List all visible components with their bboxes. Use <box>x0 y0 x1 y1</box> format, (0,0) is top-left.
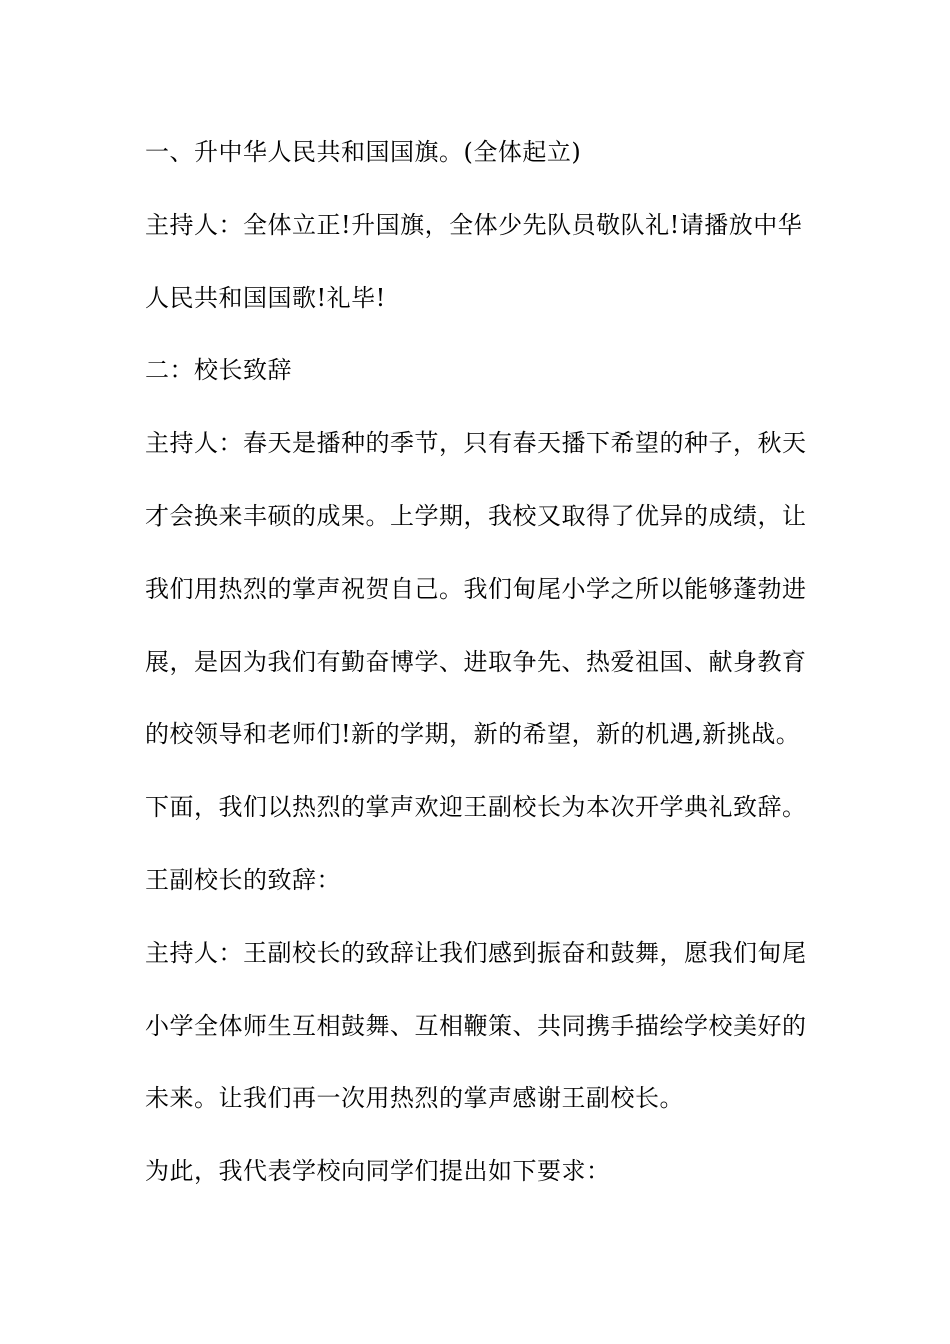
text-line: 展，是因为我们有勤奋博学、进取争先、热爱祖国、献身教育 <box>145 647 807 676</box>
text-line: 我们用热烈的掌声祝贺自己。我们甸尾小学之所以能够蓬勃进 <box>145 574 807 603</box>
text-line: 才会换来丰硕的成果。上学期，我校又取得了优异的成绩，让 <box>145 501 807 530</box>
text-line: 王副校长的致辞： <box>145 865 341 894</box>
text-line: 小学全体师生互相鼓舞、互相鞭策、共同携手描绘学校美好的 <box>145 1011 807 1040</box>
text-line: 主持人：春天是播种的季节，只有春天播下希望的种子，秋天 <box>145 429 807 458</box>
text-line: 主持人：全体立正!升国旗，全体少先队员敬队礼!请播放中华 <box>145 210 803 239</box>
text-line: 主持人：王副校长的致辞让我们感到振奋和鼓舞，愿我们甸尾 <box>145 938 807 967</box>
text-line: 二：校长致辞 <box>145 356 292 385</box>
document-body <box>145 132 810 1224</box>
text-line: 未来。让我们再一次用热烈的掌声感谢王副校长。 <box>145 1084 684 1113</box>
text-line: 人民共和国国歌!礼毕! <box>145 283 386 312</box>
text-line: 一、升中华人民共和国国旗。(全体起立) <box>145 138 582 166</box>
text-line: 的校领导和老师们!新的学期，新的希望，新的机遇,新挑战。 <box>145 720 801 749</box>
text-line: 下面，我们以热烈的掌声欢迎王副校长为本次开学典礼致辞。 <box>145 793 807 822</box>
text-line: 为此，我代表学校向同学们提出如下要求： <box>145 1157 611 1186</box>
